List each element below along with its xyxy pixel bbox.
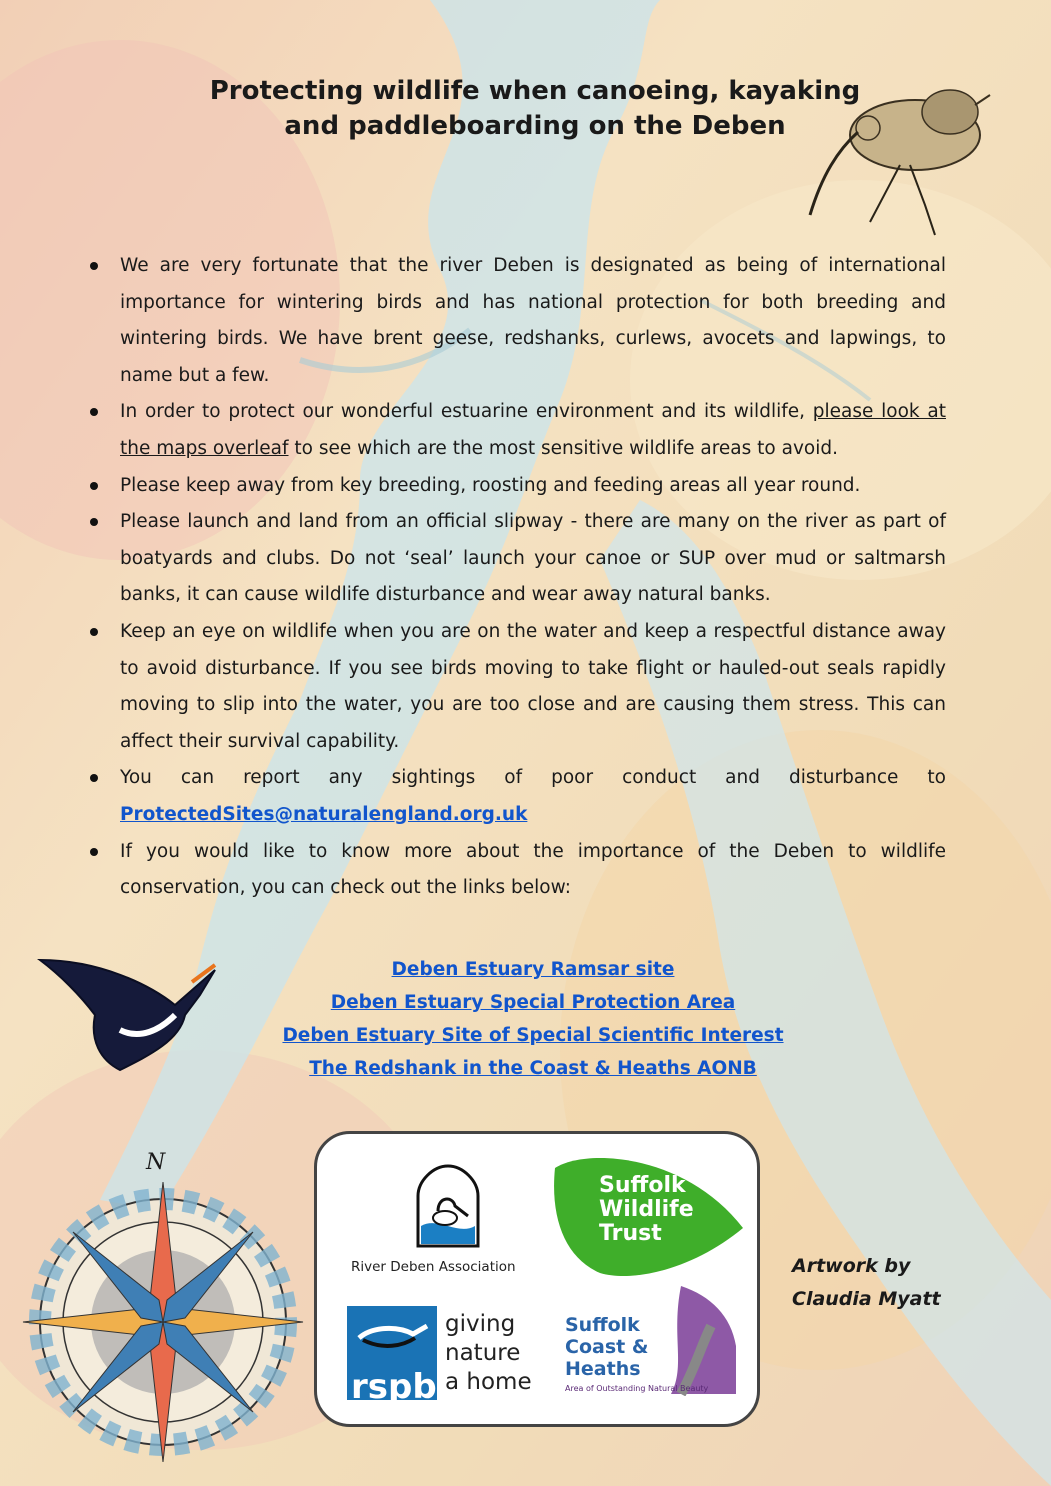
title-line-1: Protecting wildlife when canoeing, kayaking <box>209 76 861 106</box>
list-item <box>80 248 946 394</box>
suffolk-coast-heaths-graphic <box>641 1286 741 1396</box>
protected-sites-email-link[interactable]: ProtectedSites@naturalengland.org.uk <box>120 803 528 825</box>
swt-line: Suffolk <box>599 1173 686 1198</box>
list-item <box>80 468 946 505</box>
sssi-link[interactable]: Deben Estuary Site of Special Scientific Interest <box>282 1025 784 1046</box>
aonb-subtitle: Area of Outstanding Natural Beauty <box>565 1384 709 1393</box>
suffolk-coast-heaths-name <box>565 1314 648 1380</box>
title-line-2: and paddleboarding on the Deben <box>284 111 786 141</box>
list-item <box>80 614 946 760</box>
rspb-tagline <box>445 1310 532 1397</box>
bullet-text: Please launch and land from an official slipway - there are many on the river as part of boatyards and clubs. Do not ‘seal’ launch your canoe or SUP over mud or saltmarsh banks, it can cause wildlife disturbance and wear away natural banks. <box>120 511 946 606</box>
tagline-line: nature <box>445 1340 521 1366</box>
maps-overleaf-underline: please look at the maps overleaf <box>120 401 946 459</box>
swt-line: Wildlife <box>599 1197 694 1222</box>
swt-line: Trust <box>599 1221 662 1246</box>
bullet-text: We are very fortunate that the river Deben is designated as being of international importance for wintering birds and has national protection for both breeding and wintering birds. We have brent geese, redshanks, curlews, avocets and lapwings, to name but a few. <box>120 255 946 386</box>
sct-line: Suffolk <box>565 1314 640 1336</box>
sct-line: Coast & <box>565 1336 649 1358</box>
artwork-credit <box>792 1250 992 1316</box>
sct-line: Heaths <box>565 1358 641 1380</box>
bullet-text: Please keep away from key breeding, roosting and feeding areas all year round. <box>120 474 861 496</box>
list-item <box>80 504 946 614</box>
redshank-aonb-link[interactable]: The Redshank in the Coast & Heaths AONB <box>309 1058 757 1079</box>
rda-name: River Deben Association <box>351 1259 516 1275</box>
ramsar-site-link[interactable]: Deben Estuary Ramsar site <box>391 959 675 980</box>
river-deben-association-logo <box>403 1156 493 1256</box>
partner-logos-box <box>314 1131 760 1427</box>
tagline-line: giving <box>445 1311 516 1337</box>
bullet-text: You can report any sightings of poor conduct and disturbance to <box>120 767 946 789</box>
bullet-text: If you would like to know more about the importance of the Deben to wildlife conservation, you can check out the links below: <box>120 840 946 899</box>
page-title <box>140 74 930 144</box>
bullet-text: Keep an eye on wildlife when you are on the water and keep a respectful distance away to avoid disturbance. If you see birds moving to take flight or hauled-out seals rapidly moving to slip into the water, you are too close and are causing them stress. This can affect their survival capability. <box>120 620 946 752</box>
credit-line-1: Artwork by <box>792 1255 911 1277</box>
bullet-text: to see which are the most sensitive wildlife areas to avoid. <box>288 437 838 459</box>
credit-line-2: Claudia Myatt <box>792 1288 941 1310</box>
list-item <box>80 760 946 833</box>
tagline-line: a home <box>445 1369 532 1395</box>
special-protection-area-link[interactable]: Deben Estuary Special Protection Area <box>330 992 736 1013</box>
suffolk-wildlife-trust-name <box>599 1174 694 1246</box>
list-item <box>80 394 946 467</box>
list-item <box>80 834 946 907</box>
guidance-list <box>80 248 946 907</box>
rspb-avocet-icon <box>353 1316 431 1356</box>
compass-north-label: N <box>146 1150 166 1175</box>
rspb-wordmark: rspb <box>351 1367 437 1407</box>
resource-links <box>200 953 866 1085</box>
bullet-text: In order to protect our wonderful estuarine environment and its wildlife, <box>120 401 813 423</box>
